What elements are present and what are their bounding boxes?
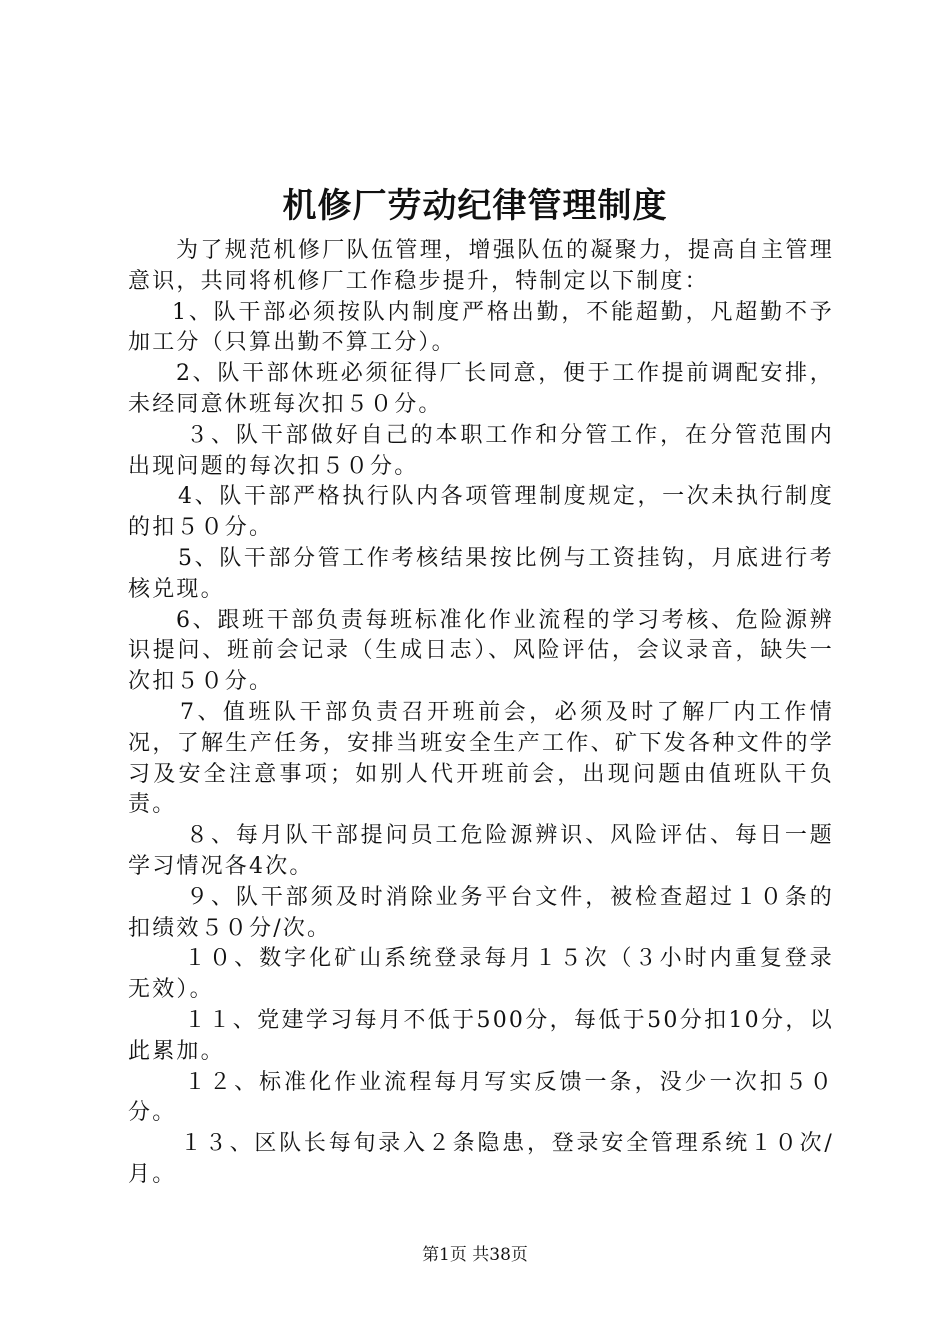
page-number-footer: 第1页 共38页: [422, 1245, 528, 1265]
rule-item-13: １３、区队长每旬录入２条隐患，登录安全管理系统１０次/月。: [128, 1131, 834, 1187]
rule-item-5: 5、队干部分管工作考核结果按比例与工资挂钩，月底进行考核兑现。: [128, 545, 834, 602]
rule-item-1: 1、队干部必须按队内制度严格出勤，不能超勤，凡超勤不予加工分（只算出勤不算工分）。: [128, 299, 834, 356]
rule-item-4: 4、队干部严格执行队内各项管理制度规定，一次未执行制度的扣５０分。: [128, 484, 834, 541]
rule-item-3: ３、队干部做好自己的本职工作和分管工作，在分管范围内出现问题的每次扣５０分。: [128, 422, 834, 479]
rule-item-11: １１、党建学习每月不低于500分，每低于50分扣10分，以此累加。: [128, 1007, 834, 1064]
rule-item-2: 2、队干部休班必须征得厂长同意，便于工作提前调配安排，未经同意休班每次扣５０分。: [128, 361, 834, 417]
rule-item-12: １２、标准化作业流程每月写实反馈一条，没少一次扣５０分。: [128, 1069, 834, 1126]
rule-item-8: ８、每月队干部提问员工危险源辨识、风险评估、每日一题学习情况各4次。: [128, 823, 834, 879]
rule-item-9: ９、队干部须及时消除业务平台文件，被检查超过１０条的扣绩效５０分/次。: [128, 884, 834, 941]
rule-item-6: 6、跟班干部负责每班标准化作业流程的学习考核、危险源辨识提问、班前会记录（生成日志）、风险评估，会议录音，缺失一次扣５０分。: [128, 607, 834, 695]
rule-item-10: １０、数字化矿山系统登录每月１５次（３小时内重复登录无效）。: [128, 946, 834, 1003]
document-title: 机修厂劳动纪律管理制度: [282, 186, 668, 226]
rule-item-7: 7、值班队干部负责召开班前会，必须及时了解厂内工作情况，了解生产任务，安排当班安全生产工作、矿下发各种文件的学习及安全注意事项；如别人代开班前会，出现问题由值班队干负责。: [128, 699, 834, 818]
intro-paragraph: 为了规范机修厂队伍管理，增强队伍的凝聚力，提高自主管理意识，共同将机修厂工作稳步提升，特制定以下制度：: [128, 238, 834, 294]
document-body: [128, 236, 834, 1191]
